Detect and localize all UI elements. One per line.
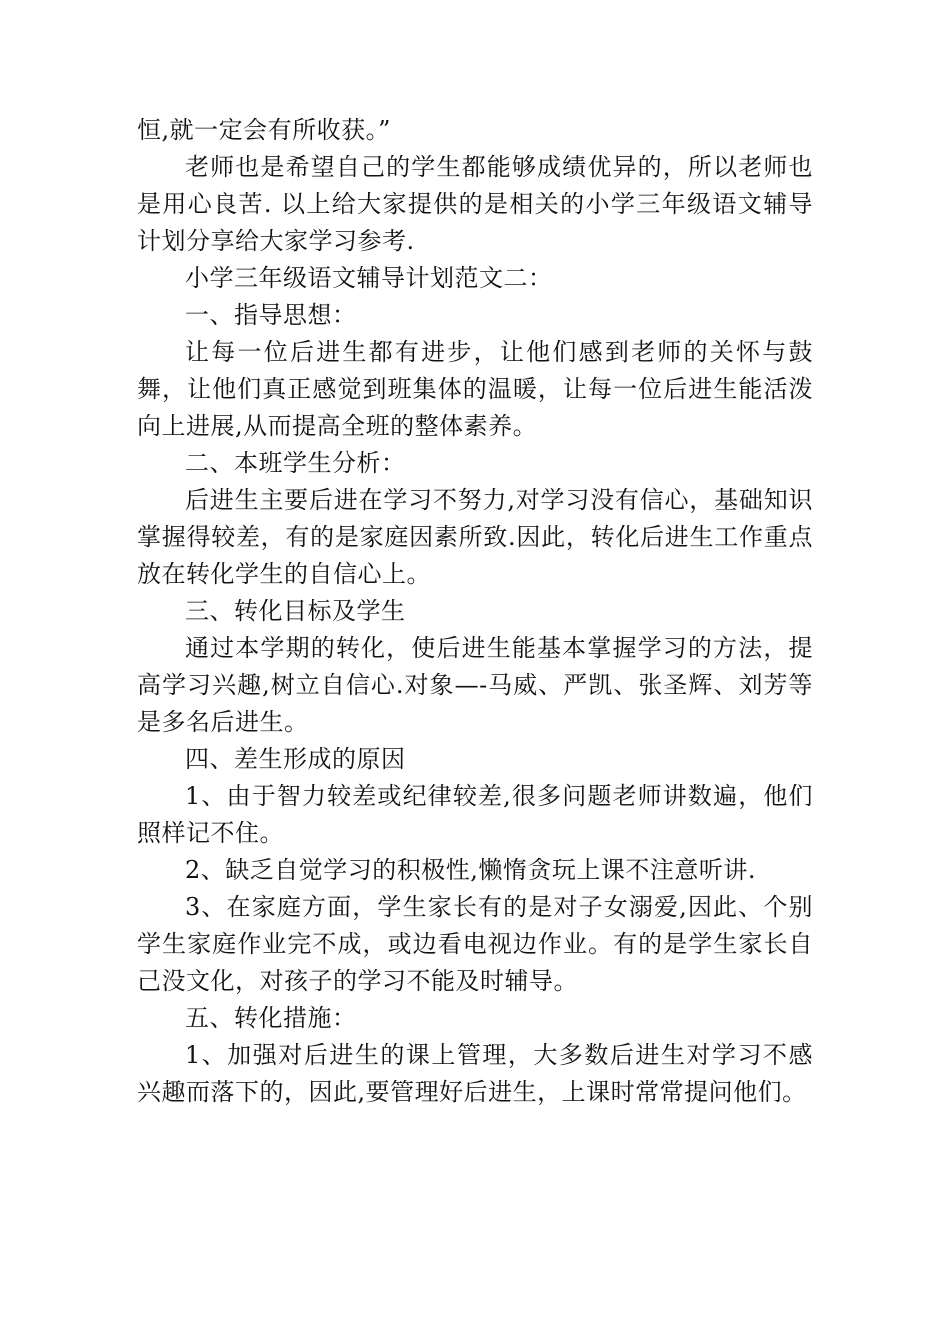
section-title-sample-two: 小学三年级语文辅导计划范文二： [185, 264, 553, 292]
paragraph-teacher-intent: 老师也是希望自己的学生都能够成绩优异的，所以老师也是用心良苦. 以上给大家提供的是相关的小学三年级语文辅导计划分享给大家学习参考. [137, 153, 813, 255]
list-item-cause-2: 2、缺乏自觉学习的积极性,懒惰贪玩上课不注意听讲. [185, 856, 757, 884]
paragraph-guiding-thought: 让每一位后进生都有进步，让他们感到老师的关怀与鼓舞，让他们真正感觉到班集体的温暖，让每一位后进生能活泼向上进展,从而提高全班的整体素养。 [137, 338, 813, 440]
list-item-cause-3: 3、在家庭方面，学生家长有的是对子女溺爱,因此、个别学生家庭作业完不成，或边看电视边作业。有的是学生家长自己没文化，对孩子的学习不能及时辅导。 [137, 893, 813, 995]
heading-goals-students: 三、转化目标及学生 [185, 597, 406, 625]
paragraph-goals-students: 通过本学期的转化，使后进生能基本掌握学习的方法，提高学习兴趣,树立自信心.对象—-马威、严凯、张圣辉、刘芳等是多名后进生。 [137, 634, 813, 736]
list-item-cause-1: 1、由于智力较差或纪律较差,很多问题老师讲数遍，他们照样记不住。 [137, 782, 813, 847]
heading-guiding-thought: 一、指导思想： [185, 301, 357, 329]
paragraph-continuation: 恒,就一定会有所收获。” [137, 116, 391, 144]
list-item-measure-1: 1、加强对后进生的课上管理，大多数后进生对学习不感兴趣而落下的，因此,要管理好后进生，上课时常常提问他们。 [137, 1041, 813, 1106]
paragraph-class-analysis: 后进生主要后进在学习不努力,对学习没有信心，基础知识掌握得较差，有的是家庭因素所致.因此，转化后进生工作重点放在转化学生的自信心上。 [137, 486, 813, 588]
heading-causes: 四、差生形成的原因 [185, 745, 406, 773]
heading-class-analysis: 二、本班学生分析： [185, 449, 406, 477]
heading-measures: 五、转化措施： [185, 1004, 357, 1032]
document-body [137, 112, 813, 1111]
